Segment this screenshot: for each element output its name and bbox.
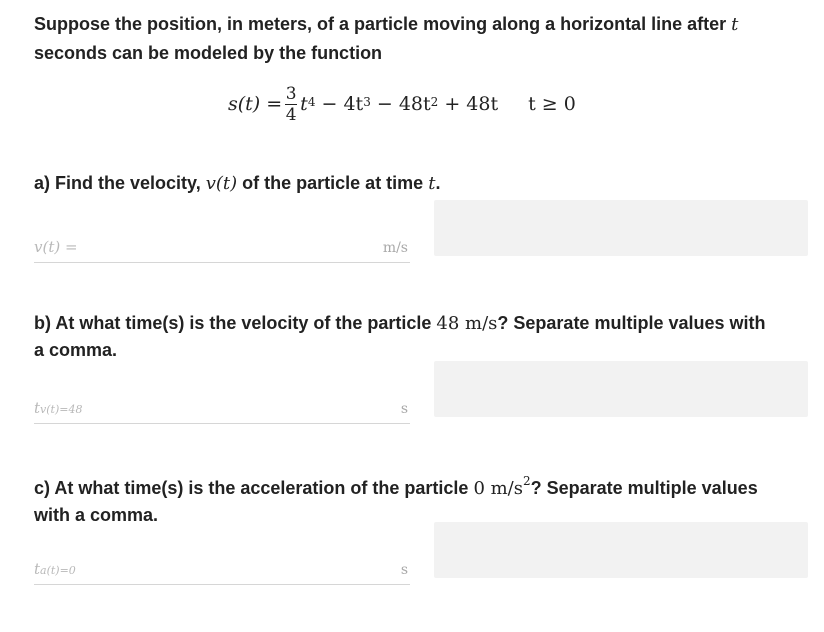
- velocity-input-field[interactable]: [34, 234, 410, 263]
- formula-term-3: − 48t: [376, 93, 431, 115]
- formula-lhs: s(t) =: [228, 93, 283, 115]
- question-b-text: b) At what time(s) is the velocity of the particle: [34, 313, 437, 333]
- question-c-text-end: ? Separate multiple values: [530, 478, 758, 498]
- intro-line-1: [34, 10, 804, 39]
- velocity-input-label: v(t) =: [34, 238, 78, 256]
- formula-term-2-exp: 3: [363, 95, 371, 109]
- formula-t4-exp: 4: [307, 95, 316, 109]
- formula-term-4: + 48t: [444, 93, 499, 115]
- fraction-denominator: 4: [285, 104, 297, 125]
- question-b: [34, 310, 809, 363]
- question-b-line-2: a comma.: [34, 340, 118, 360]
- time-velocity-unit: s: [400, 401, 408, 417]
- time-acceleration-unit: s: [400, 562, 408, 578]
- formula-t4-base: t: [300, 93, 308, 115]
- question-a-math: v(t): [205, 173, 238, 194]
- time-acceleration-input-field[interactable]: [34, 556, 410, 585]
- question-c-math: 0 m/s: [473, 478, 523, 499]
- answer-box-b[interactable]: [434, 361, 808, 417]
- intro-text: Suppose the position, in meters, of a particle moving along a horizontal line after: [34, 14, 732, 34]
- formula-term-2: − 4t: [321, 93, 364, 115]
- position-formula: [228, 74, 576, 134]
- question-c-line-2: with a comma.: [34, 505, 159, 525]
- answer-box-c[interactable]: [434, 522, 808, 578]
- formula-term-3-exp: 2: [430, 95, 439, 109]
- fraction-numerator: 3: [285, 83, 297, 104]
- question-a-text-mid: of the particle at time: [237, 173, 429, 193]
- problem-intro: [34, 10, 804, 67]
- intro-variable: t: [731, 14, 739, 35]
- question-b-math: 48 m/s: [436, 313, 498, 334]
- question-a-text: a) Find the velocity,: [34, 173, 206, 193]
- formula-domain: t ≥ 0: [528, 93, 576, 115]
- velocity-unit: m/s: [382, 240, 408, 256]
- time-acceleration-input-label: [34, 560, 76, 578]
- time-acceleration-label-sub: a(t)=0: [40, 564, 76, 577]
- formula-fraction: [285, 85, 297, 124]
- question-c: [34, 470, 809, 528]
- time-velocity-label-sub: v(t)=48: [40, 403, 83, 416]
- time-velocity-input-field[interactable]: [34, 395, 410, 424]
- question-b-line-1: [34, 310, 809, 337]
- time-velocity-input-label: [34, 399, 82, 417]
- time-velocity-label-main: t: [34, 399, 41, 417]
- time-acceleration-label-main: t: [34, 560, 41, 578]
- question-a-text-end: .: [435, 173, 441, 193]
- intro-line-2: seconds can be modeled by the function: [34, 43, 383, 63]
- question-b-text-end: ? Separate multiple values with: [497, 313, 766, 333]
- question-a-var: t: [428, 173, 436, 194]
- question-c-line-1: [34, 470, 809, 502]
- question-a: [34, 170, 809, 197]
- answer-box-a[interactable]: [434, 200, 808, 256]
- question-c-math-exp: 2: [522, 474, 531, 488]
- question-c-text: c) At what time(s) is the acceleration of the particle: [34, 478, 474, 498]
